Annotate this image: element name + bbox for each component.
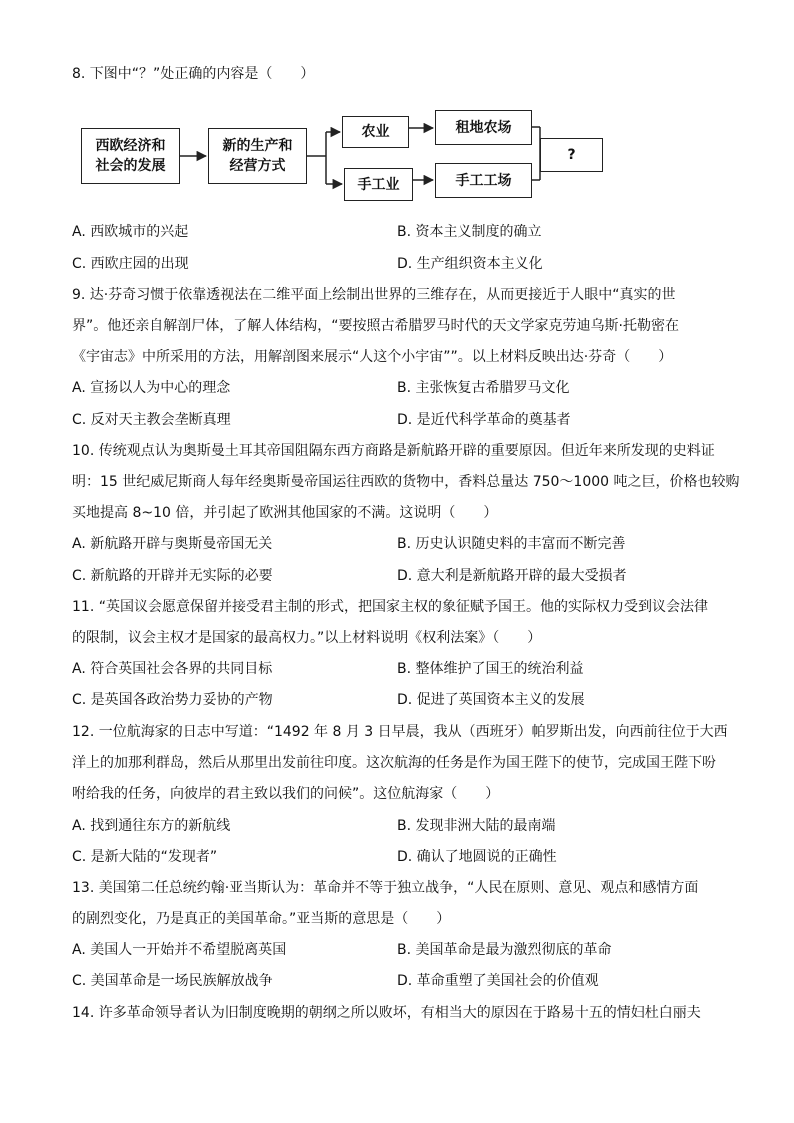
question-13-line-2: 的剧烈变化，乃是真正的美国革命。”亚当斯的意思是（ ）	[72, 911, 451, 927]
question-11-line-1: 11. “英国议会愿意保留并接受君主制的形式，把国家主权的象征赋予国王。他的实际权力受到议会法律	[72, 599, 708, 615]
q9-option-d[interactable]: D. 是近代科学革命的奠基者	[397, 412, 571, 428]
q13-option-a[interactable]: A. 美国人一开始并不希望脱离英国	[72, 942, 287, 958]
q11-option-c[interactable]: C. 是英国各政治势力妥协的产物	[72, 692, 273, 708]
question-9-line-2: 界”。他还亲自解剖尸体，了解人体结构，“要按照古希腊罗马时代的天文学家克劳迪乌斯·托勒密在	[72, 318, 679, 334]
q10-option-c[interactable]: C. 新航路的开辟并无实际的必要	[72, 568, 273, 584]
q9-option-b[interactable]: B. 主张恢复古希腊罗马文化	[397, 380, 570, 396]
q8-option-c[interactable]: C. 西欧庄园的出现	[72, 256, 189, 272]
question-10-line-2: 明：15 世纪威尼斯商人每年经奥斯曼帝国运往西欧的货物中，香料总量达 750～1000 吨之巨，价格也较购	[72, 474, 740, 490]
question-14-line-1: 14. 许多革命领导者认为旧制度晚期的朝纲之所以败坏，有相当大的原因在于路易十五的情妇杜白丽夫	[72, 1005, 701, 1021]
question-9-line-3: 《宇宙志》中所采用的方法，用解剖图来展示“人这个小宇宙””。以上材料反映出达·芬奇（ ）	[72, 349, 673, 365]
q12-option-a[interactable]: A. 找到通往东方的新航线	[72, 818, 231, 834]
q13-option-b[interactable]: B. 美国革命是最为激烈彻底的革命	[397, 942, 612, 958]
q9-option-a[interactable]: A. 宣扬以人为中心的理念	[72, 380, 231, 396]
diagram-box-tenant-farm: 租地农场	[435, 110, 532, 145]
question-8-stem: 8. 下图中“？”处正确的内容是（ ）	[72, 66, 315, 82]
q13-option-d[interactable]: D. 革命重塑了美国社会的价值观	[397, 973, 599, 989]
question-11-line-2: 的限制，议会主权才是国家的最高权力。”以上材料说明《权利法案》（ ）	[72, 630, 542, 646]
q12-option-b[interactable]: B. 发现非洲大陆的最南端	[397, 818, 556, 834]
q13-option-c[interactable]: C. 美国革命是一场民族解放战争	[72, 973, 273, 989]
q10-option-b[interactable]: B. 历史认识随史料的丰富而不断完善	[397, 536, 626, 552]
q10-option-a[interactable]: A. 新航路开辟与奥斯曼帝国无关	[72, 536, 273, 552]
question-10-line-1: 10. 传统观点认为奥斯曼土耳其帝国阻隔东西方商路是新航路开辟的重要原因。但近年来所发现的史料证	[72, 443, 715, 459]
question-12-line-1: 12. 一位航海家的日志中写道：“1492 年 8 月 3 日早晨，我从（西班牙）帕罗斯出发，向西前往位于大西	[72, 724, 728, 740]
question-12-line-3: 咐给我的任务，向彼岸的君主致以我们的问候”。这位航海家（ ）	[72, 786, 500, 802]
q11-option-d[interactable]: D. 促进了英国资本主义的发展	[397, 692, 585, 708]
q12-option-c[interactable]: C. 是新大陆的“发现者”	[72, 849, 218, 865]
q9-option-c[interactable]: C. 反对天主教会垄断真理	[72, 412, 231, 428]
diagram-box-agriculture: 农业	[342, 116, 409, 148]
q11-option-a[interactable]: A. 符合英国社会各界的共同目标	[72, 661, 273, 677]
question-13-line-1: 13. 美国第二任总统约翰·亚当斯认为：革命并不等于独立战争，“人民在原则、意见、观点和感情方面	[72, 880, 699, 896]
diagram-box-workshop: 手工工场	[435, 163, 532, 198]
q8-option-a[interactable]: A. 西欧城市的兴起	[72, 224, 189, 240]
diagram-box-question: ?	[540, 138, 603, 172]
q8-option-d[interactable]: D. 生产组织资本主义化	[397, 256, 543, 272]
q8-option-b[interactable]: B. 资本主义制度的确立	[397, 224, 542, 240]
q10-option-d[interactable]: D. 意大利是新航路开辟的最大受损者	[397, 568, 627, 584]
diagram-box-new-production: 新的生产和 经营方式	[208, 128, 307, 184]
diagram-box-economy: 西欧经济和 社会的发展	[81, 128, 180, 184]
question-12-line-2: 洋上的加那利群岛，然后从那里出发前往印度。这次航海的任务是作为国王陛下的使节，完成国王陛下吩	[72, 755, 716, 771]
q11-option-b[interactable]: B. 整体维护了国王的统治利益	[397, 661, 584, 677]
question-9-line-1: 9. 达·芬奇习惯于依靠透视法在二维平面上绘制出世界的三维存在，从而更接近于人眼中“真实的世	[72, 287, 676, 303]
question-10-line-3: 买地提高 8~10 倍，并引起了欧洲其他国家的不满。这说明（ ）	[72, 505, 498, 521]
diagram-box-handicraft: 手工业	[344, 168, 413, 201]
q12-option-d[interactable]: D. 确认了地圆说的正确性	[397, 849, 557, 865]
